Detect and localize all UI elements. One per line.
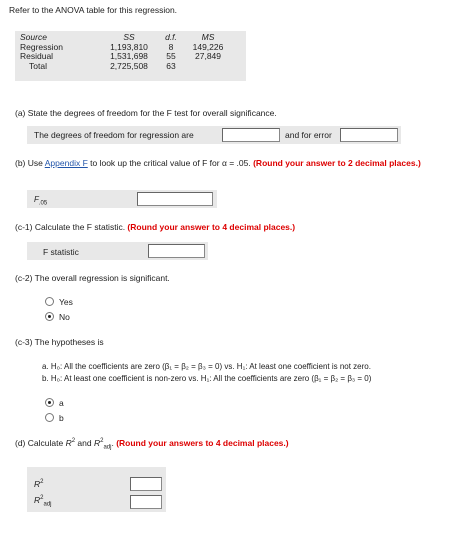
anova-header-ms: MS — [201, 32, 215, 42]
anova-table — [20, 33, 234, 71]
part-d-answer-panel — [27, 467, 166, 512]
r2adj-symbol-sub: adj — [103, 444, 112, 451]
option-a-radio[interactable] — [45, 398, 54, 407]
part-c3-question: (c-3) The hypotheses is — [15, 337, 104, 347]
yes-radio[interactable] — [45, 297, 54, 306]
r2-label-main: R — [34, 479, 41, 489]
no-label: No — [59, 312, 70, 322]
anova-cell: Total — [29, 60, 47, 71]
f-statistic-label: F statistic — [43, 247, 79, 257]
part-a-question: (a) State the degrees of freedom for the F test for overall significance. — [15, 108, 277, 118]
regression-df-input[interactable] — [222, 128, 280, 142]
anova-cell: 27,849 — [195, 51, 221, 61]
yes-label: Yes — [59, 297, 73, 307]
part-c1-answer-panel — [27, 242, 208, 260]
anova-row-total — [20, 62, 234, 72]
anova-cell: 8 — [168, 41, 174, 52]
option-a-label: a — [59, 398, 64, 408]
part-b-answer-panel — [27, 190, 217, 208]
f-label-main: F — [34, 195, 39, 204]
part-c2-question: (c-2) The overall regression is significant. — [15, 273, 170, 283]
part-b-instruction: (Round your answer to 2 decimal places.) — [253, 158, 421, 168]
r2adj-symbol-sup: 2 — [100, 438, 104, 445]
f-statistic-input[interactable] — [148, 244, 205, 258]
part-d-mid: and — [75, 438, 94, 448]
f-critical-input[interactable] — [137, 192, 213, 206]
anova-cell: Residual — [20, 51, 54, 61]
r2adj-label-main: R — [34, 495, 41, 505]
r2adj-label — [34, 495, 52, 508]
option-b-radio[interactable] — [45, 413, 54, 422]
part-d-prefix: (d) Calculate — [15, 438, 66, 448]
part-c1-instruction: (Round your answer to 4 decimal places.) — [127, 222, 296, 232]
anova-cell — [182, 62, 234, 72]
anova-cell: 1,193,810 — [110, 41, 148, 52]
anova-cell: 1,531,698 — [110, 51, 148, 61]
anova-cell: 55 — [166, 51, 176, 61]
hypothesis-a-text: a. H₀: All the coefficients are zero (β₁ = β₂ = β₃ = 0) vs. H₁: At least one coefficient is not zero. — [42, 362, 371, 371]
part-b-alpha: α = .05. — [221, 158, 254, 168]
anova-table-panel — [15, 31, 246, 81]
r2adj-label-sup: 2 — [40, 495, 44, 502]
r2-symbol: R — [65, 438, 72, 448]
part-d-instruction: (Round your answers to 4 decimal places.) — [116, 438, 289, 448]
part-b-middle: to look up the critical value of F for — [87, 158, 222, 168]
anova-cell: 149,226 — [192, 41, 224, 52]
part-d-question: (d) Calculate $R^2$ and $R^2_{adj}$. (Round your answers to 4 decimal places.) — [15, 438, 289, 451]
part-a-answer-panel — [27, 126, 401, 144]
r2-label-sup: 2 — [40, 479, 44, 486]
r2-label — [34, 479, 43, 489]
anova-header-source: Source — [20, 32, 47, 42]
f-label-sub: .05 — [38, 200, 48, 207]
r2-symbol-sup: 2 — [71, 438, 76, 445]
part-c1-question — [15, 222, 295, 232]
appendix-f-link[interactable]: Appendix F — [44, 158, 88, 168]
no-radio[interactable] — [45, 312, 54, 321]
part-b-prefix: (b) Use — [15, 158, 45, 168]
option-b-label: b — [59, 413, 64, 423]
hypothesis-b-text: b. H₀: At least one coefficient is non-zero vs. H₁: All the coefficients are zero (β₁ = β₂ = β₃ = 0) — [42, 374, 372, 383]
r2-input[interactable] — [130, 477, 162, 491]
r2adj-input[interactable] — [130, 495, 162, 509]
intro-text: Refer to the ANOVA table for this regression. — [9, 5, 178, 15]
part-c1-text: (c-1) Calculate the F statistic. — [15, 222, 128, 232]
r2adj-symbol: R — [93, 438, 101, 448]
r2adj-label-sub: adj — [43, 501, 52, 508]
anova-header-ss: SS — [123, 32, 135, 42]
anova-cell: 2,725,508 — [110, 60, 148, 71]
error-df-input[interactable] — [340, 128, 398, 142]
part-b-question — [15, 158, 455, 168]
f05-label — [34, 195, 48, 207]
anova-cell: Regression — [20, 41, 63, 52]
anova-header-df: d.f. — [165, 32, 177, 42]
part-a-mid-text: and for error — [285, 130, 332, 140]
anova-cell: 63 — [166, 60, 176, 71]
part-a-prompt: The degrees of freedom for regression are — [34, 130, 194, 140]
